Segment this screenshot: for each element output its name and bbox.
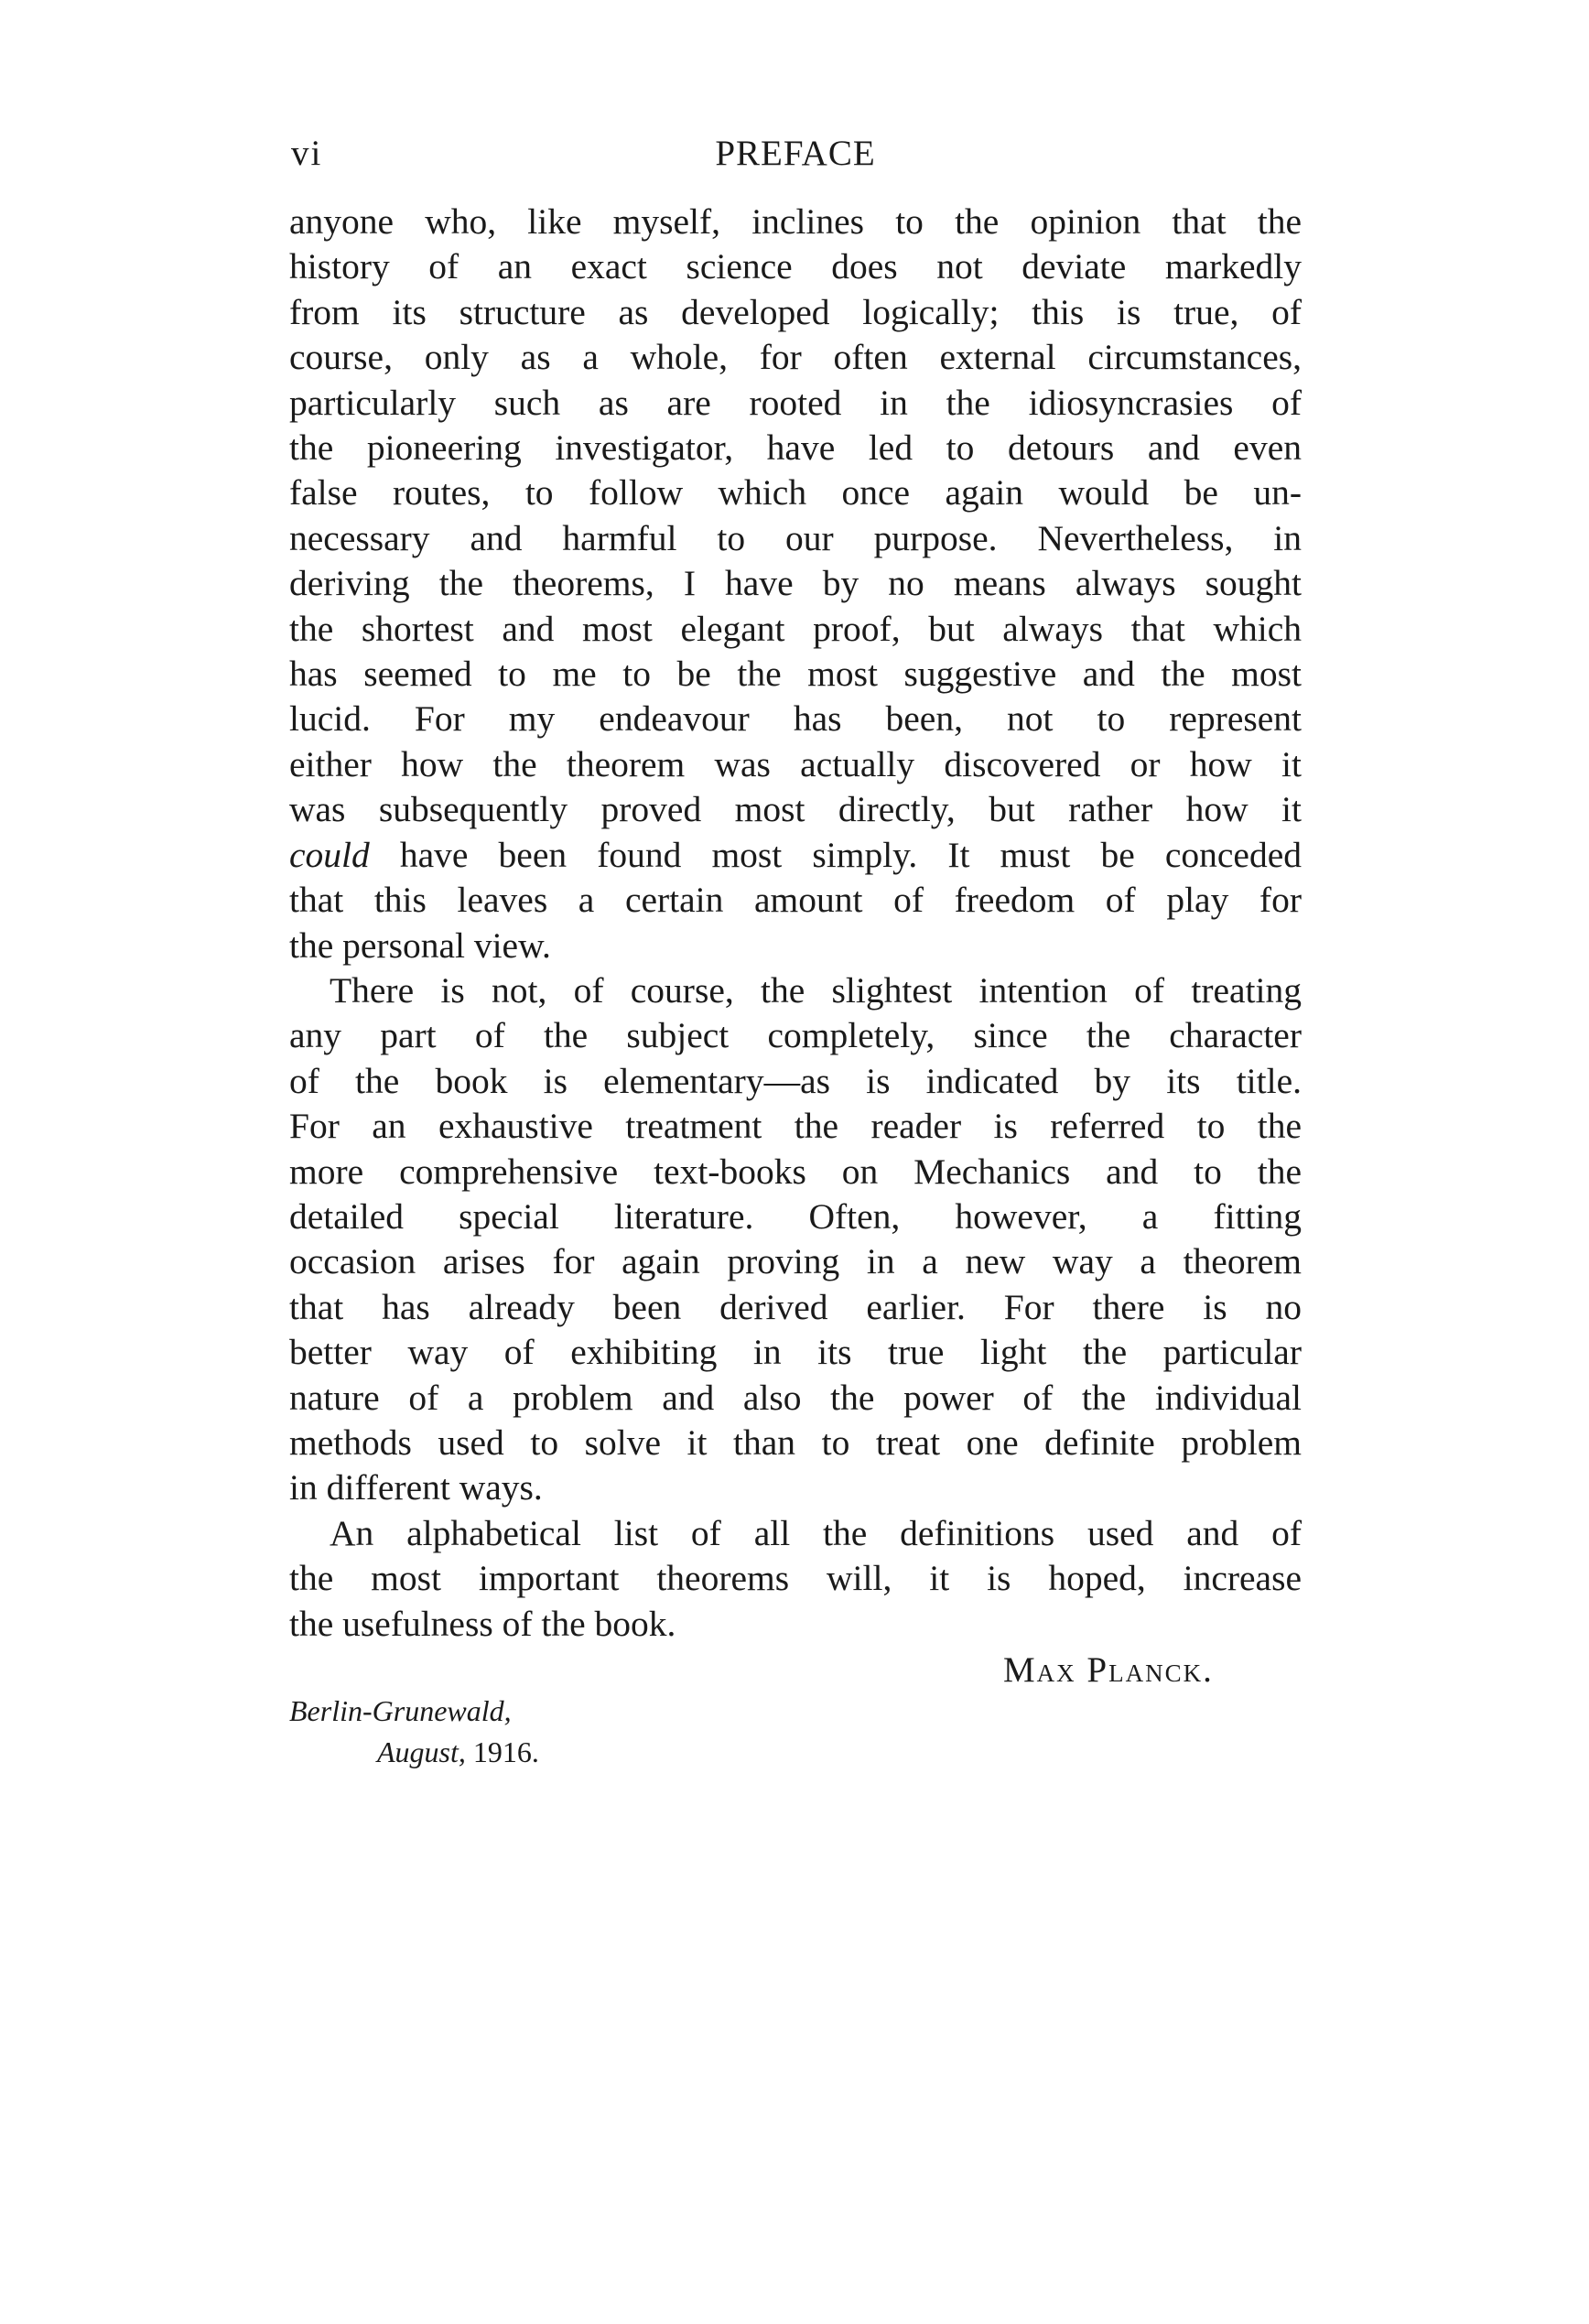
text-line: deriving the theorems, I have by no means always sought [289, 563, 1302, 604]
text-line: that has already been derived earlier. For there is no [289, 1286, 1302, 1327]
text-line: methods used to solve it than to treat one definite problem [289, 1421, 1302, 1463]
text-line: the pioneering investigator, have led to detours and even [289, 427, 1302, 469]
text-line: any part of the subject completely, since the character [289, 1015, 1302, 1056]
page-number: vi [291, 134, 323, 173]
text-line: more comprehensive text-books on Mechanics and to the [289, 1151, 1302, 1192]
text-line: was subsequently proved most directly, but rather how it [289, 789, 1302, 830]
text-line: has seemed to me to be the most suggestive and the most [289, 654, 1302, 695]
dateline [289, 1691, 539, 1773]
text-line: better way of exhibiting in its true light the particular [289, 1332, 1302, 1373]
preface-text [289, 200, 1302, 1647]
dateline-year: 1916. [465, 1735, 539, 1768]
page-header [291, 126, 1300, 181]
text-line: the most important theorems will, it is hoped, increase [289, 1558, 1302, 1599]
text-line: nature of a problem and also the power of the individual [289, 1377, 1302, 1418]
text-line: particularly such as are rooted in the idiosyncrasies of [289, 382, 1302, 423]
text-line: There is not, of course, the slightest intention of treating [330, 969, 1302, 1011]
text-line: of the book is elementary—as is indicated by its title. [289, 1060, 1302, 1101]
text-line: occasion arises for again proving in a new way a theorem [289, 1241, 1302, 1282]
text-line: For an exhaustive treatment the reader is referred to the [289, 1106, 1302, 1147]
italic-word: could [289, 834, 370, 875]
text-line: that this leaves a certain amount of freedom of play for [289, 880, 1302, 921]
text-line [289, 833, 1302, 878]
text-line: the usefulness of the book. [289, 1603, 676, 1644]
paragraph-3 [289, 1511, 1302, 1647]
author-signature: Max Planck. [1003, 1650, 1214, 1690]
text-line: from its structure as developed logically; this is true, of [289, 291, 1302, 332]
text-line: false routes, to follow which once again would be un- [289, 472, 1302, 513]
paragraph-2 [289, 968, 1302, 1511]
text-line: either how the theorem was actually discovered or how it [289, 743, 1302, 784]
dateline-month: August, [377, 1735, 466, 1768]
dateline-date [289, 1732, 539, 1773]
running-title: PREFACE [715, 134, 876, 173]
paragraph-1 [289, 200, 1302, 968]
text-line: course, only as a whole, for often external circumstances, [289, 337, 1302, 378]
text-line: necessary and harmful to our purpose. Nevertheless, in [289, 517, 1302, 558]
text-line: anyone who, like myself, inclines to the opinion that the [289, 201, 1302, 242]
text-fragment: have been found most simply. It must be conceded [369, 834, 1302, 875]
text-line: in different ways. [289, 1467, 543, 1508]
dateline-place: Berlin-Grunewald, [289, 1694, 512, 1727]
text-line: the shortest and most elegant proof, but always that which [289, 608, 1302, 649]
text-line: history of an exact science does not deviate markedly [289, 246, 1302, 287]
text-line: lucid. For my endeavour has been, not to represent [289, 698, 1302, 740]
text-line: detailed special literature. Often, however, a fitting [289, 1195, 1302, 1237]
text-line: An alphabetical list of all the definitions used and of [330, 1512, 1302, 1553]
text-line: the personal view. [289, 924, 551, 966]
